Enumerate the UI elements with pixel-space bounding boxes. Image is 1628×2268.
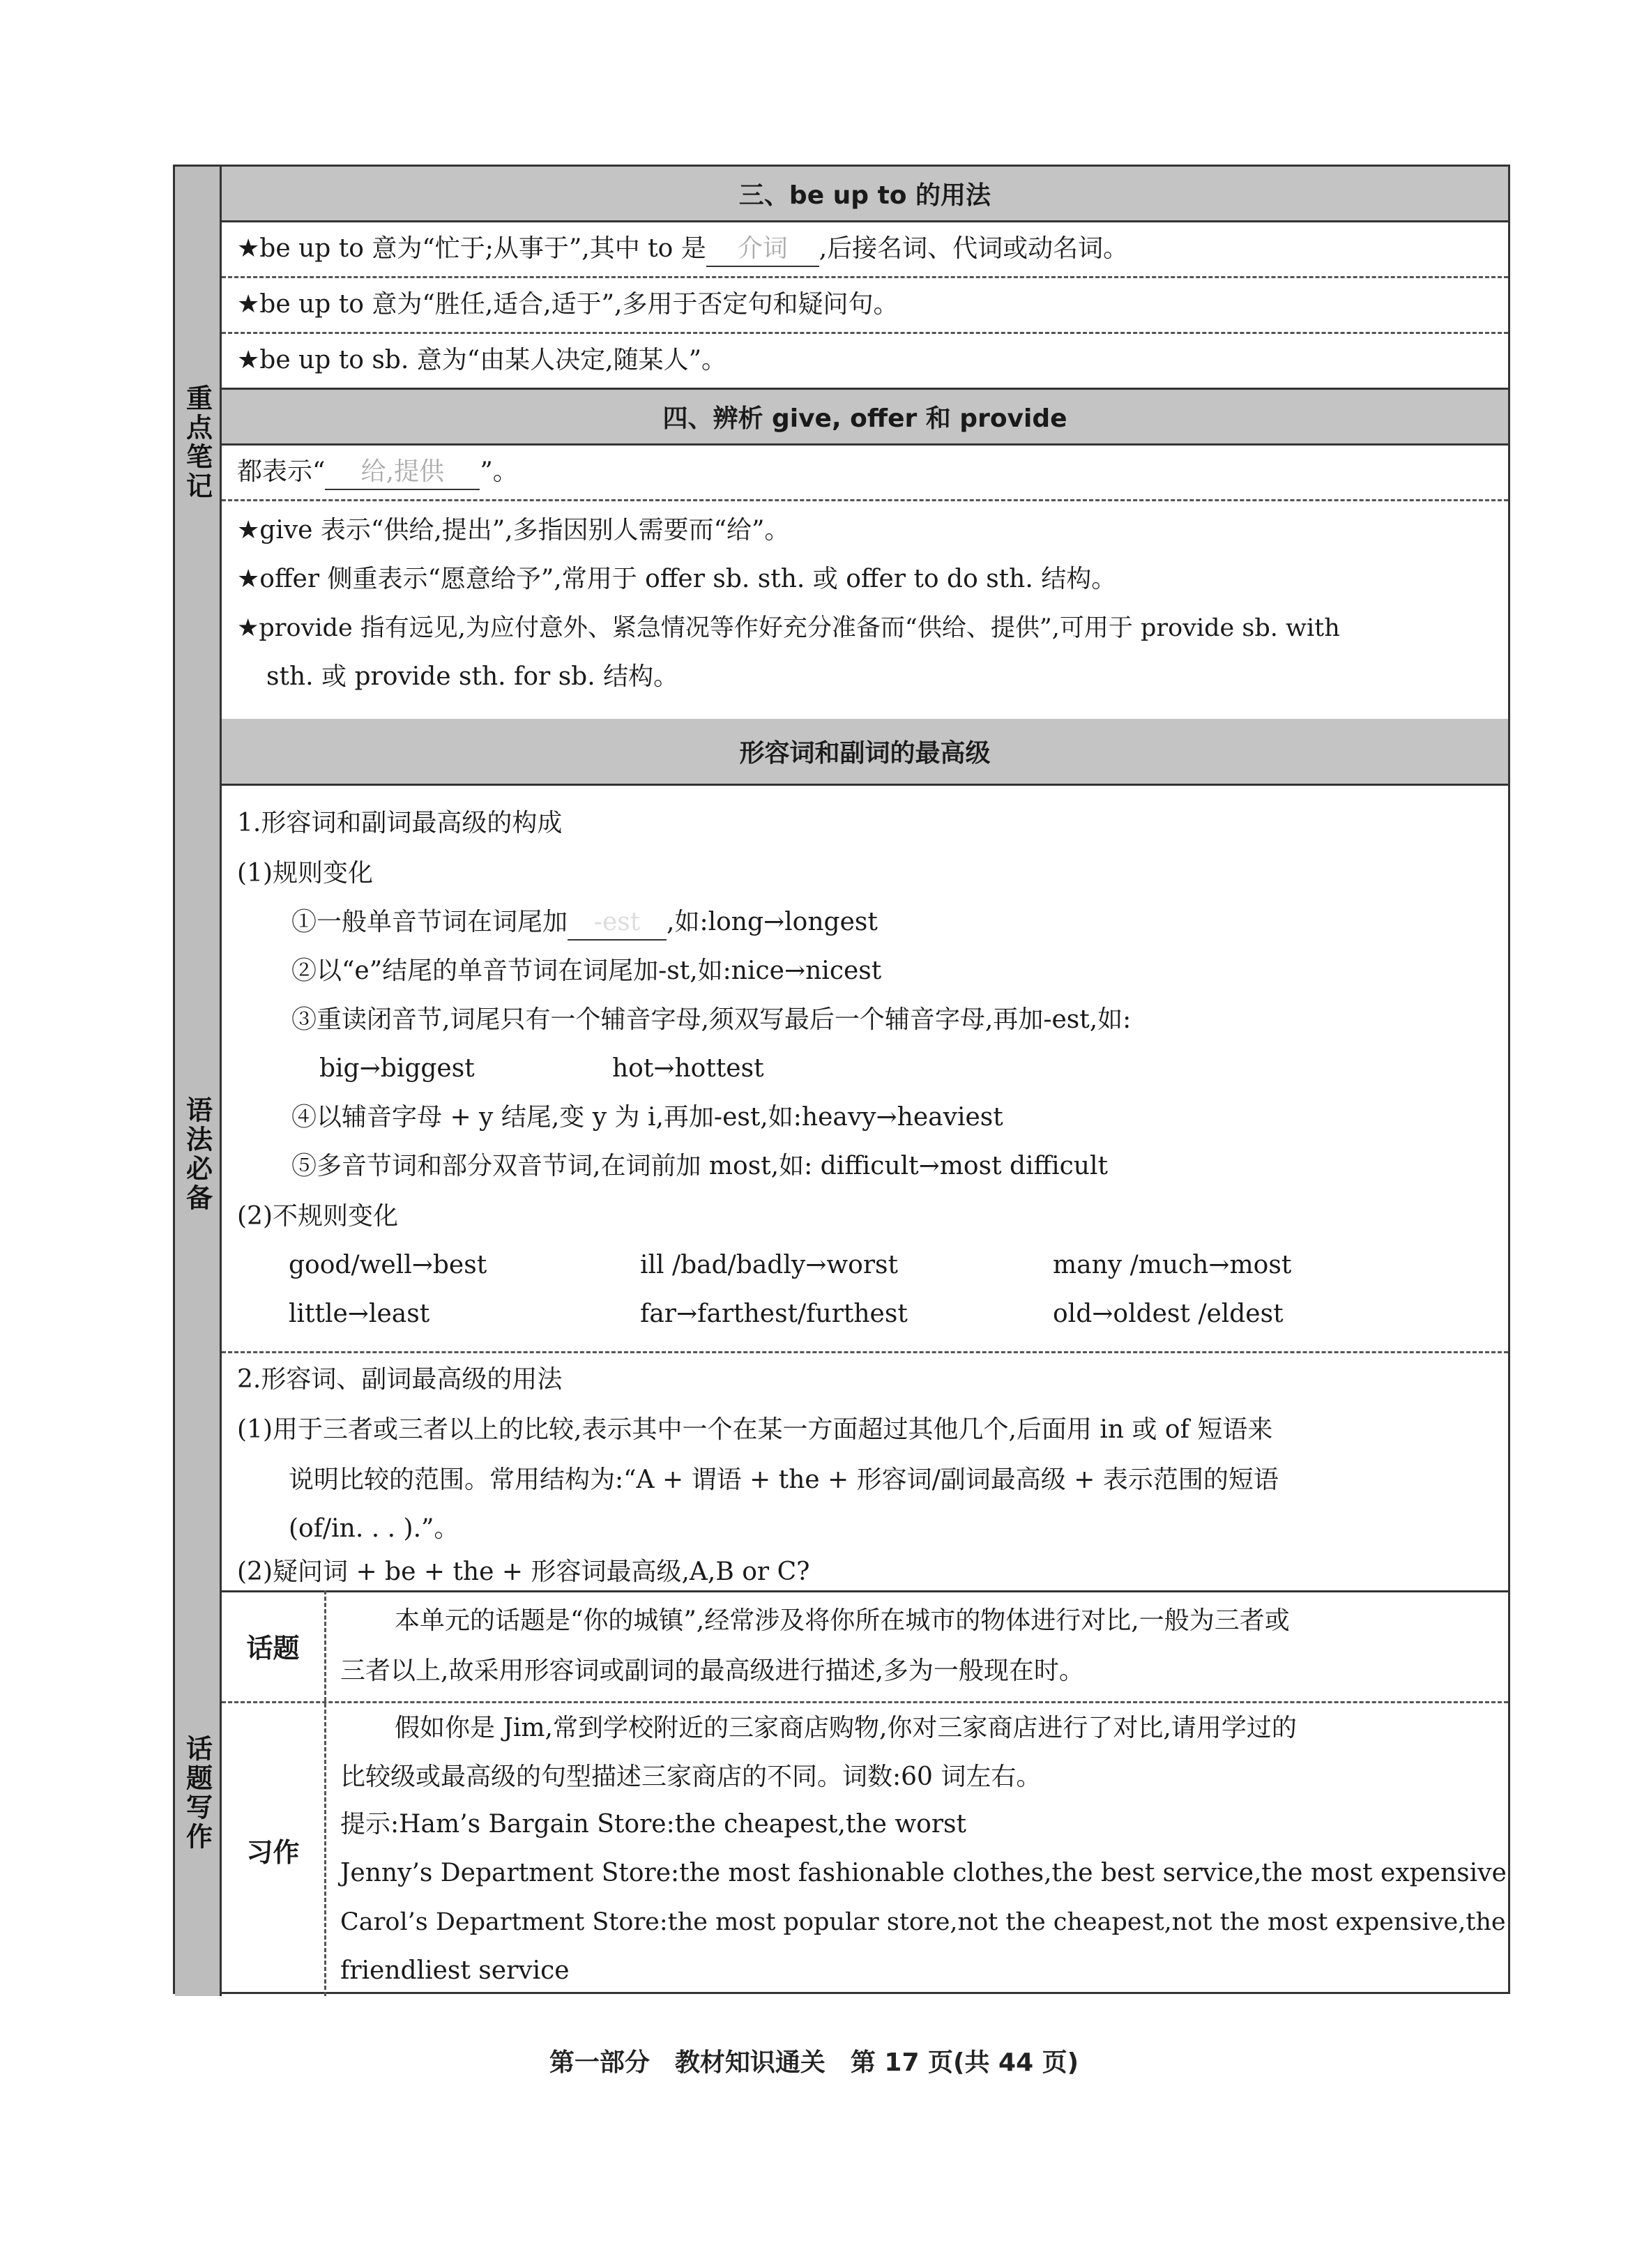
section-content — [222, 719, 1508, 1590]
answer-blank: -est — [568, 906, 667, 941]
topic-text: 三者以上,故采用形容词或副词的最高级进行描述,多为一般现在时。 — [340, 1657, 1084, 1685]
exercise-hint: Carol’s Department Store:the most popular store,not the cheapest,not the most expensive,the — [340, 1908, 1506, 1936]
note-text: ★give 表示“供给,提出”,多指因别人需要而“给”。 — [237, 516, 790, 545]
example-word: hot→hottest — [612, 1054, 764, 1083]
side-label: 话题写作 — [181, 1735, 213, 1852]
grammar-text: (1)用于三者或三者以上的比较,表示其中一个在某一方面超过其他几个,后面用 in 或 of 短语来 — [237, 1415, 1273, 1444]
exercise-text: 比较级或最高级的句型描述三家商店的不同。词数:60 词左右。 — [340, 1763, 1042, 1791]
grammar-text: (of/in. . . ).”。 — [289, 1514, 459, 1543]
irregular-form: old→oldest /eldest — [1053, 1300, 1284, 1328]
exercise-hint: Jenny’s Department Store:the most fashionable clothes,the best service,the most expensive — [340, 1859, 1507, 1887]
irregular-form: good/well→best — [289, 1251, 487, 1279]
topic-label: 话题 — [222, 1590, 326, 1701]
grammar-text: ⑤多音节词和部分双音节词,在词前加 most,如: difficult→most difficult — [291, 1152, 1108, 1180]
grammar-text: 2.形容词、副词最高级的用法 — [237, 1365, 563, 1394]
note-row — [222, 334, 1508, 390]
section-key-notes — [175, 167, 1508, 721]
grammar-text: ,如:long→longest — [667, 908, 878, 936]
side-label: 语法必备 — [181, 1096, 213, 1213]
note-text: ,后接名词、代词或动名词。 — [819, 234, 1129, 263]
grammar-text: (2)疑问词 + be + the + 形容词最高级,A,B or C? — [237, 1558, 810, 1586]
topic-row — [222, 1590, 1508, 1703]
grammar-text: 说明比较的范围。常用结构为:“A + 谓语 + the + 形容词/副词最高级 + 表示范围的短语 — [289, 1466, 1279, 1494]
topic-text: 本单元的话题是“你的城镇”,经常涉及将你所在城市的物体进行对比,一般为三者或 — [395, 1606, 1290, 1635]
heading-be-up-to: 三、be up to 的用法 — [222, 167, 1508, 222]
heading-give-offer-provide: 四、辨析 give, offer 和 provide — [222, 390, 1508, 446]
formation-block — [222, 786, 1508, 1353]
answer-blank: 介词 — [706, 232, 819, 267]
exercise-text: 假如你是 Jim,常到学校附近的三家商店购物,你对三家商店进行了对比,请用学过的 — [395, 1714, 1297, 1742]
section-topic-writing — [175, 1590, 1508, 1996]
section-grammar — [175, 719, 1508, 1592]
note-text: sth. 或 provide sth. for sb. 结构。 — [266, 662, 679, 691]
grammar-text: (1)规则变化 — [237, 859, 373, 888]
exercise-hint: friendliest service — [340, 1956, 570, 1985]
note-text: 都表示“ — [237, 457, 326, 486]
note-text: ★offer 侧重表示“愿意给予”,常用于 offer sb. sth. 或 offer to do sth. 结构。 — [237, 565, 1117, 593]
grammar-text: ②以“e”结尾的单音节词在词尾加-st,如:nice→nicest — [291, 957, 882, 985]
example-word: big→biggest — [319, 1054, 475, 1083]
note-block — [222, 501, 1508, 719]
page-footer: 第一部分 教材知识通关 第 17 页(共 44 页) — [549, 2048, 1079, 2077]
note-text: ★be up to 意为“忙于;从事于”,其中 to 是 — [237, 234, 706, 263]
note-row — [222, 446, 1508, 501]
exercise-label: 习作 — [222, 1703, 326, 1996]
note-row — [222, 278, 1508, 334]
section-content — [222, 1590, 1508, 1996]
section-content — [222, 167, 1508, 719]
irregular-form: many /much→most — [1053, 1251, 1292, 1279]
side-tab — [175, 167, 222, 719]
grammar-text: ④以辅音字母 + y 结尾,变 y 为 i,再加-est,如:heavy→heaviest — [291, 1103, 1003, 1132]
heading-superlatives: 形容词和副词的最高级 — [222, 719, 1508, 786]
side-label: 重点笔记 — [181, 384, 213, 501]
answer-blank: 给,提供 — [325, 455, 480, 490]
note-text: ”。 — [480, 457, 518, 486]
exercise-row — [222, 1703, 1508, 1996]
irregular-form: ill /bad/badly→worst — [640, 1251, 899, 1279]
grammar-text: ③重读闭音节,词尾只有一个辅音字母,须双写最后一个辅音字母,再加-est,如: — [291, 1005, 1132, 1034]
exercise-hint: 提示:Ham’s Bargain Store:the cheapest,the worst — [340, 1810, 966, 1839]
usage-block — [222, 1353, 1508, 1590]
irregular-form: far→farthest/furthest — [640, 1300, 908, 1328]
note-text: ★be up to sb. 意为“由某人决定,随某人”。 — [237, 346, 726, 374]
irregular-form: little→least — [289, 1300, 430, 1328]
note-text: ★provide 指有远见,为应付意外、紧急情况等作好充分准备而“供给、提供”,可用于 provide sb. with — [237, 614, 1340, 642]
grammar-text: (2)不规则变化 — [237, 1202, 398, 1231]
note-text: ★be up to 意为“胜任,适合,适于”,多用于否定句和疑问句。 — [237, 290, 899, 319]
grammar-text: ①一般单音节词在词尾加 — [291, 908, 568, 936]
side-tab — [175, 719, 222, 1590]
grammar-text: 1.形容词和副词最高级的构成 — [237, 809, 563, 837]
side-tab — [175, 1590, 222, 1996]
notes-table — [173, 165, 1510, 1994]
note-row — [222, 222, 1508, 278]
